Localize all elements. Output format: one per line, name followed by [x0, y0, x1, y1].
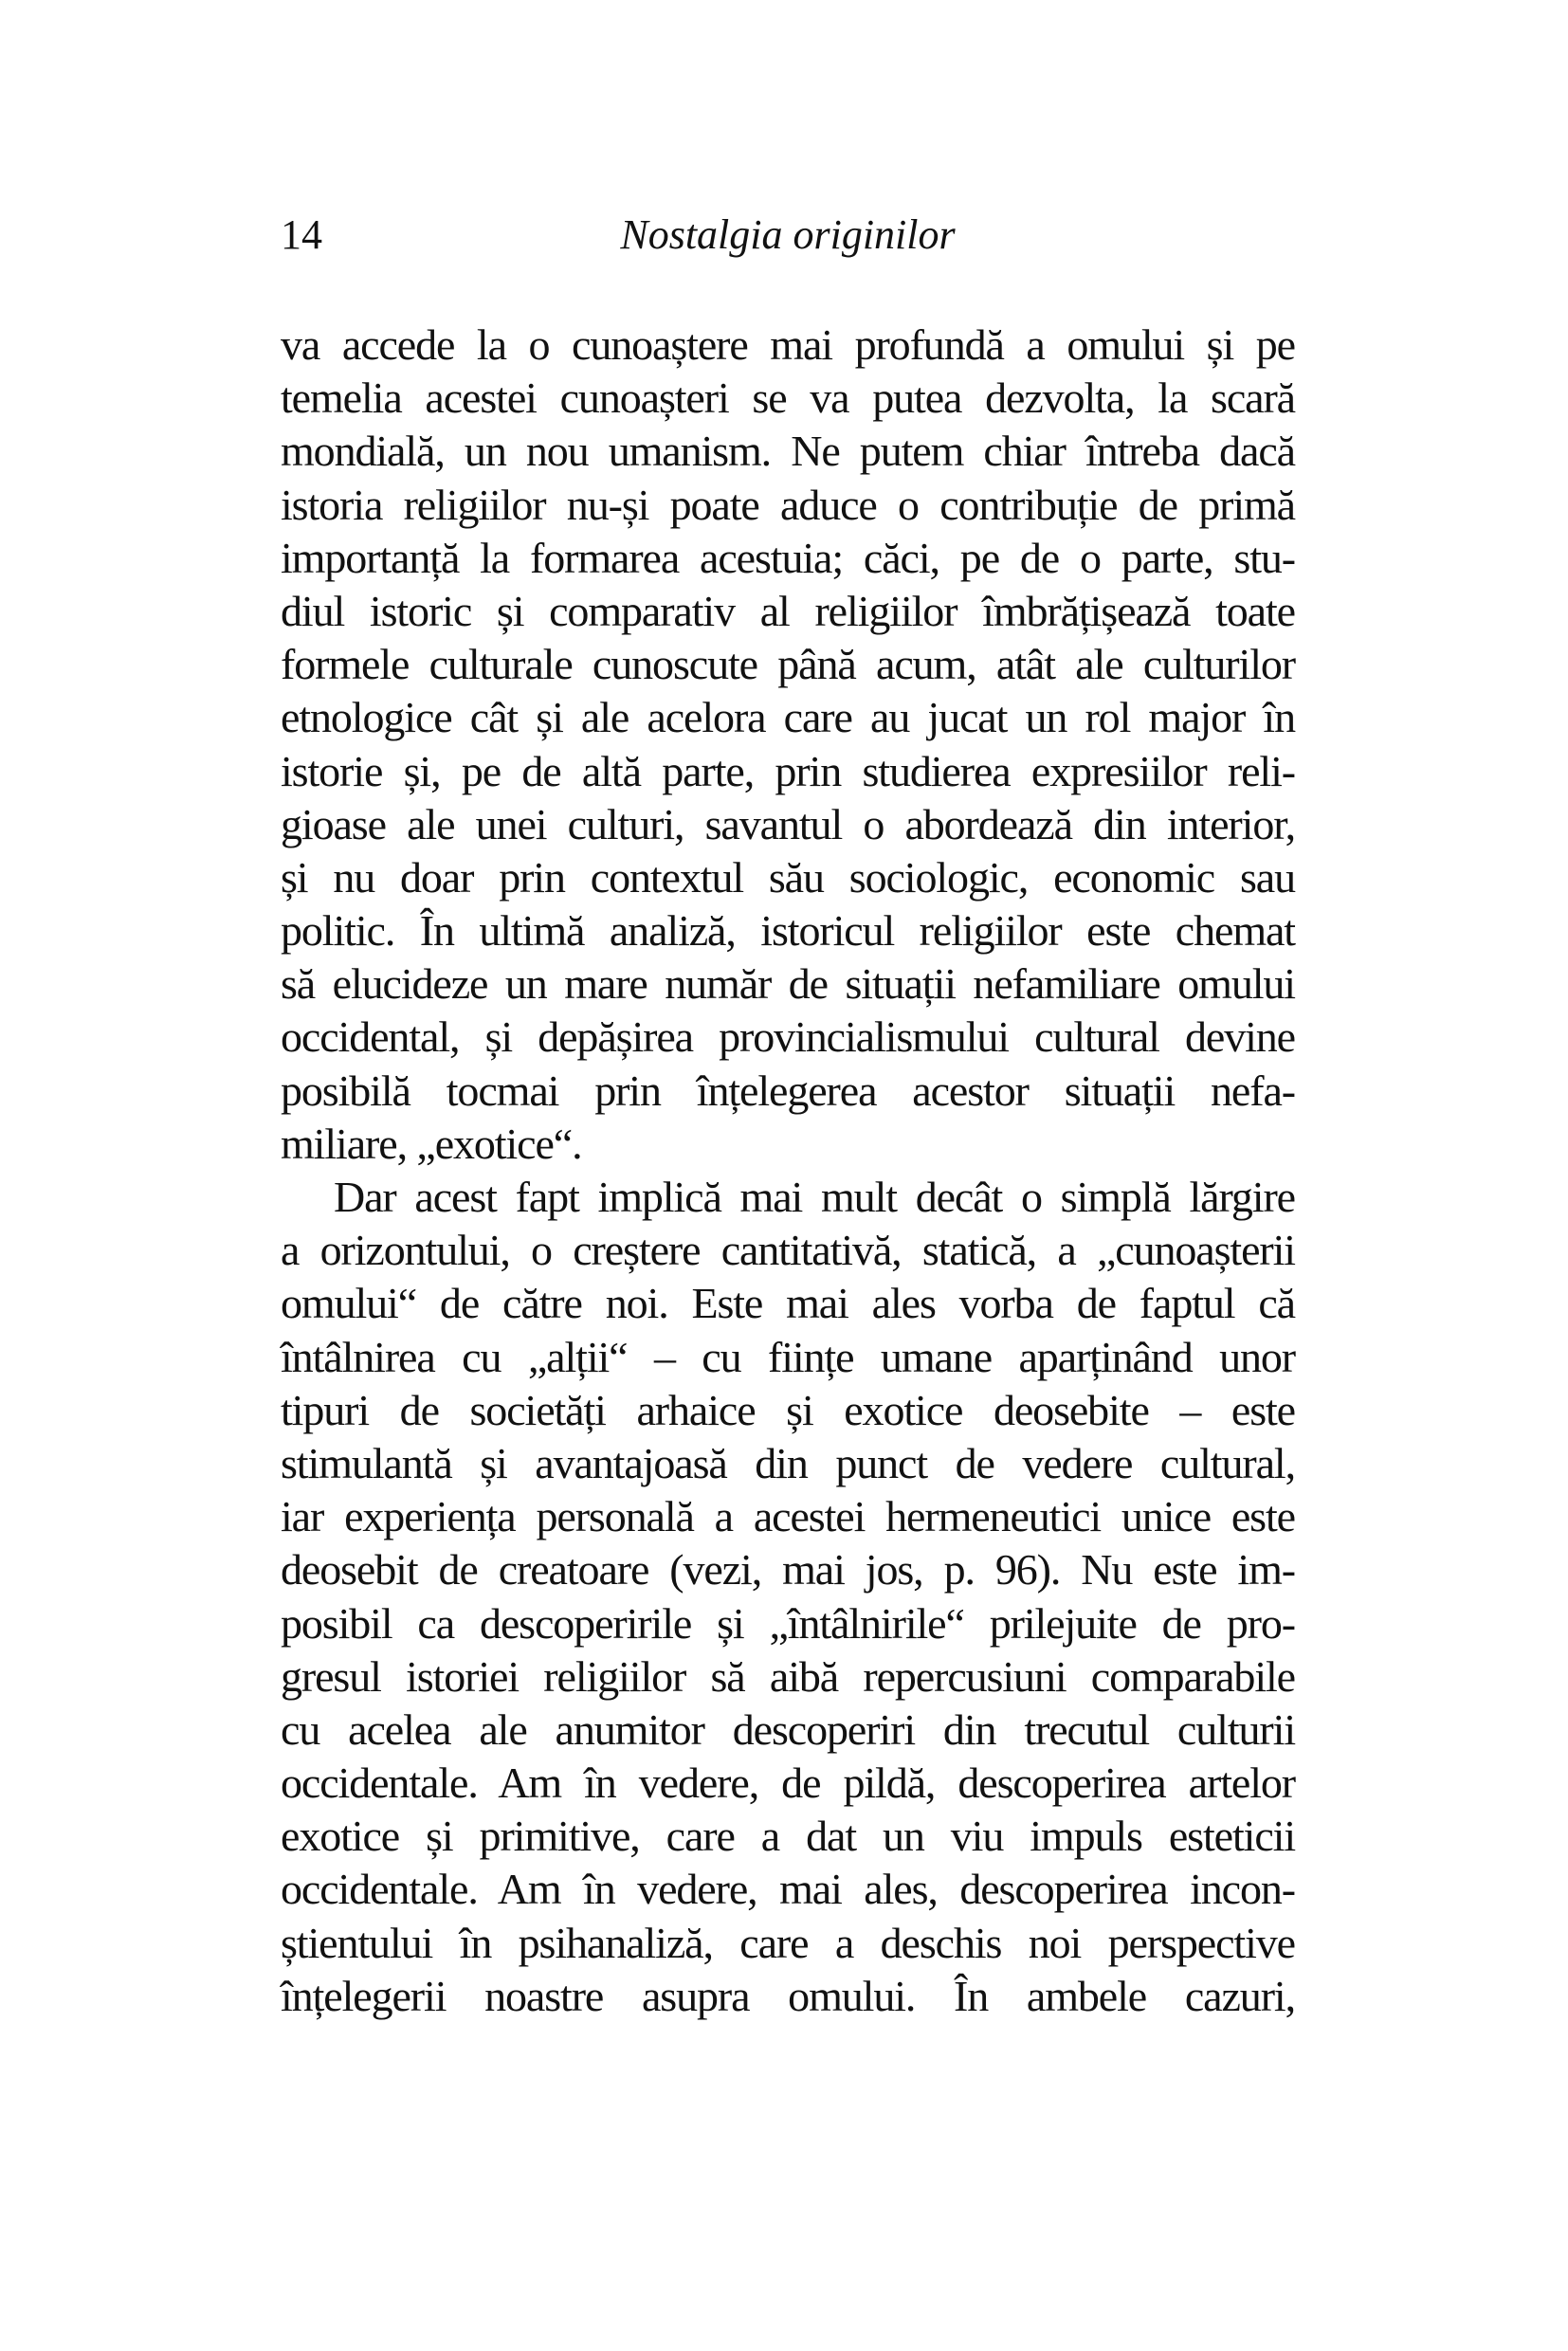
- text-line: etnologice cât și ale acelora care au jucat un rol major în: [281, 693, 1295, 742]
- text-line: tipuri de societăți arhaice și exotice deosebite – este: [281, 1385, 1295, 1434]
- text-line: miliare, „exotice“.: [281, 1119, 582, 1168]
- text-line: cu acelea ale anumitor descoperiri din trecutul culturii: [281, 1704, 1295, 1754]
- text-line: importanță la formarea acestuia; căci, pe de o parte, stu-: [281, 533, 1295, 582]
- text-line: exotice și primitive, care a dat un viu impuls esteticii: [281, 1812, 1295, 1861]
- text-line: și nu doar prin contextul său sociologic, economic sau: [281, 852, 1295, 902]
- text-line: temelia acestei cunoașteri se va putea dezvolta, la scară: [281, 374, 1295, 423]
- text-line: gioase ale unei culturi, savantul o abordează din interior,: [281, 799, 1295, 848]
- text-line: știentului în psihanaliză, care a deschis noi perspective: [281, 1918, 1295, 1967]
- text-line: occidentale. Am în vedere, mai ales, descoperirea incon-: [281, 1865, 1295, 1914]
- text-line: Dar acest fapt implică mai mult decât o simplă lărgire: [334, 1173, 1295, 1221]
- paragraph: [281, 319, 1295, 1171]
- page-number: 14: [281, 211, 322, 258]
- text-line: gresul istoriei religiilor să aibă repercusiuni comparabile: [281, 1651, 1295, 1701]
- text-line: posibil ca descoperirile și „întâlnirile“ prilejuite de pro-: [281, 1598, 1295, 1648]
- text-line: iar experiența personală a acestei hermeneutici unice este: [281, 1492, 1295, 1541]
- text-line: omului“ de către noi. Este mai ales vorba de faptul că: [281, 1279, 1295, 1328]
- text-line: să elucideze un mare număr de situații nefamiliare omului: [281, 959, 1295, 1009]
- text-line: deosebit de creatoare (vezi, mai jos, p. 96). Nu este im-: [281, 1545, 1295, 1595]
- running-title: Nostalgia originilor: [620, 211, 956, 258]
- text-line: diul istoric și comparativ al religiilor îmbrățișează toate: [281, 586, 1295, 635]
- text-line: posibilă tocmai prin înțelegerea acestor situații nefa-: [281, 1066, 1295, 1115]
- text-line: întâlnirea cu „alții“ – cu ființe umane aparținând unor: [281, 1332, 1295, 1381]
- text-line: occidentale. Am în vedere, de pildă, descoperirea artelor: [281, 1759, 1295, 1808]
- page-header: [281, 210, 1295, 267]
- text-line: înțelegerii noastre asupra omului. În ambele cazuri,: [281, 1971, 1295, 2020]
- text-line: formele culturale cunoscute până acum, atât ale culturilor: [281, 640, 1295, 689]
- text-line: stimulantă și avantajoasă din punct de vedere cultural,: [281, 1438, 1295, 1487]
- text-line: va accede la o cunoaștere mai profundă a omului și pe: [281, 320, 1295, 369]
- text-line: a orizontului, o creștere cantitativă, statică, a „cunoașterii: [281, 1226, 1295, 1275]
- paragraph: [281, 1171, 1295, 2023]
- text-line: politic. În ultimă analiză, istoricul religiilor este chemat: [281, 906, 1295, 956]
- text-line: istoria religiilor nu-și poate aduce o contribuție de primă: [281, 480, 1295, 529]
- body-text: [281, 319, 1295, 2023]
- text-line: istorie și, pe de altă parte, prin studierea expresiilor reli-: [281, 746, 1295, 795]
- text-line: mondială, un nou umanism. Ne putem chiar întreba dacă: [281, 427, 1295, 476]
- text-line: occidental, și depășirea provincialismului cultural devine: [281, 1012, 1295, 1062]
